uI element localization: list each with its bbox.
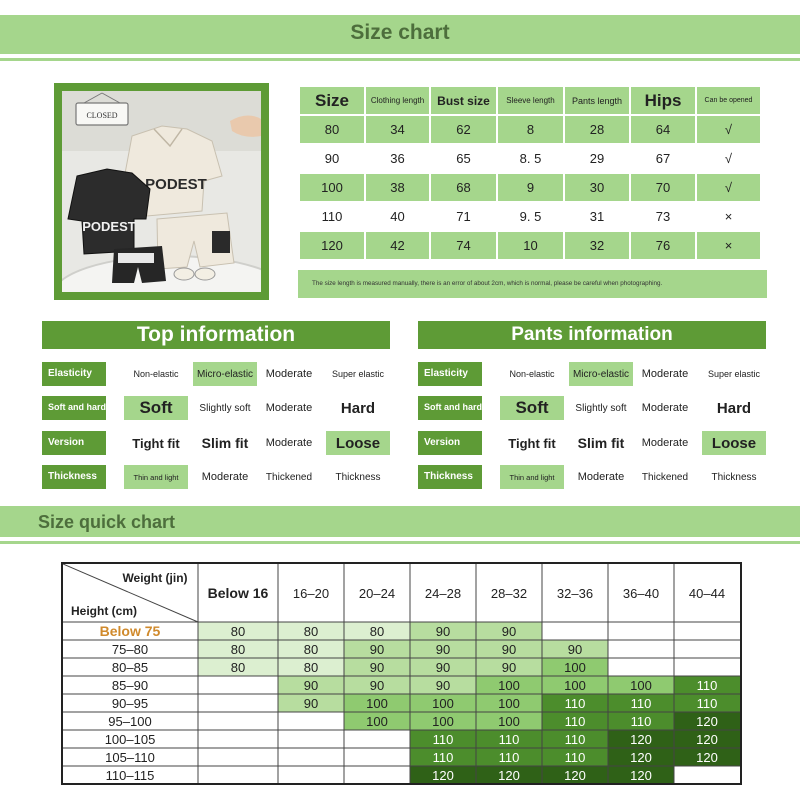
top-label-soft-and-hard: Soft and hard [42,396,106,420]
size-value: 120 [696,750,718,765]
size-value: 110 [696,678,718,693]
black-shirt-print: PODEST [82,219,136,234]
size-value: 110 [630,714,652,729]
size-value: 90 [435,624,451,639]
height-label: 85–90 [111,678,149,693]
size-cell: 40 [366,203,429,230]
size-cell: 110 [300,203,364,230]
size-value: 90 [435,678,451,693]
size-cell: 62 [431,116,496,143]
size-cell: 30 [565,174,629,201]
size-value: 90 [501,642,517,657]
height-label: 75–80 [111,642,149,657]
size-cell: √ [697,145,760,172]
closed-sign-text: CLOSED [86,111,118,120]
top-option: Moderate [265,402,313,414]
size-header: Size [300,87,364,114]
size-cell: 65 [431,145,496,172]
sleeve-length-header: Sleeve length [498,87,563,114]
size-table [298,85,762,261]
size-value: 90 [501,624,517,639]
size-cell: 73 [631,203,695,230]
pants-label-soft-and-hard: Soft and hard [418,396,482,420]
size-value: 80 [369,624,385,639]
bust-size-header: Bust size [431,87,496,114]
top-option: Thickness [335,471,381,483]
size-value: 90 [567,642,583,657]
pants-label-version: Version [418,431,482,455]
top-label-version: Version [42,431,106,455]
size-cell: 8 [498,116,563,143]
size-cell: 8. 5 [498,145,563,172]
pants-option: Moderate [577,471,625,483]
size-value: 100 [498,714,520,729]
weight-header: 20–24 [358,586,396,601]
pants-option: Tight fit [508,435,556,451]
quick-chart-table [61,562,742,785]
size-cell: 29 [565,145,629,172]
corner-weight-label: Weight (jin) [122,571,188,585]
size-cell: 31 [565,203,629,230]
size-row [300,232,760,259]
size-chart-title: Size chart [350,21,450,44]
size-value: 90 [435,660,451,675]
pants-option: Loose [702,431,766,455]
pants-option: Moderate [641,402,689,414]
size-cell: 67 [631,145,695,172]
height-label: 100–105 [104,732,156,747]
top-option: Thin and light [124,465,188,489]
weight-header: 24–28 [424,586,462,601]
pants-info-title: Pants information [418,321,766,349]
hips-header: Hips [631,87,695,114]
size-value: 100 [564,660,586,675]
pants-option: Hard [716,399,752,417]
size-value: 110 [498,750,520,765]
size-chart-banner [0,15,800,54]
size-value: 90 [369,660,385,675]
size-value: 120 [498,768,520,783]
size-value: 80 [303,642,319,657]
clothing-length-header: Clothing length [366,87,429,114]
top-label-thickness: Thickness [42,465,106,489]
quick-chart-title: Size quick chart [38,512,176,532]
height-label: 80–85 [111,660,149,675]
size-cell: 38 [366,174,429,201]
size-cell: 120 [300,232,364,259]
size-value: 100 [630,678,652,693]
pants-option: Soft [500,396,564,420]
weight-header: 36–40 [622,586,660,601]
size-row [300,174,760,201]
pants-option: Thin and light [500,465,564,489]
size-value: 120 [696,714,718,729]
product-photo [54,83,269,300]
weight-header: Below 16 [207,585,269,601]
quick-chart-banner [0,506,800,537]
size-cell: 74 [431,232,496,259]
pants-option: Slim fit [577,435,625,451]
size-cell: 10 [498,232,563,259]
size-value: 110 [498,732,520,747]
size-cell: 36 [366,145,429,172]
size-row [300,203,760,230]
pants-option: Thickness [711,471,757,483]
top-option: Moderate [201,471,249,483]
size-value: 110 [564,714,586,729]
size-chart-banner-line [0,58,800,61]
size-value: 100 [432,714,454,729]
size-cell: × [697,232,760,259]
height-label: 90–95 [111,696,149,711]
size-value: 80 [230,624,246,639]
size-value: 80 [230,642,246,657]
size-cell: 64 [631,116,695,143]
size-value: 100 [366,696,388,711]
size-cell: 100 [300,174,364,201]
size-value: 100 [432,696,454,711]
size-value: 110 [696,696,718,711]
height-label: 105–110 [105,750,155,765]
size-value: 90 [369,642,385,657]
pants-option: Non-elastic [509,369,555,379]
top-option: Soft [124,396,188,420]
size-cell: × [697,203,760,230]
height-label: 110–115 [105,768,155,783]
size-cell: 9. 5 [498,203,563,230]
pants-option: Super elastic [707,369,761,379]
size-value: 120 [564,768,586,783]
pants-label-thickness: Thickness [418,465,482,489]
corner-height-label: Height (cm) [71,604,137,618]
top-option: Moderate [265,437,313,449]
height-label: Below 75 [99,623,161,639]
height-label: 95–100 [108,714,152,729]
size-cell: 42 [366,232,429,259]
size-value: 120 [630,732,652,747]
size-row [300,116,760,143]
top-option: Thickened [265,471,313,483]
top-option: Loose [326,431,390,455]
top-option: Slightly soft [199,402,251,414]
size-cell: 76 [631,232,695,259]
can-be-opened-header: Can be opened [697,87,760,114]
top-option: Hard [340,399,376,417]
size-cell: 68 [431,174,496,201]
size-table-header [300,87,760,114]
size-value: 120 [630,750,652,765]
size-cell: 34 [366,116,429,143]
pants-option: Micro-elastic [569,362,633,386]
top-option: Non-elastic [133,369,179,379]
size-value: 80 [303,660,319,675]
product-photo-image [62,91,261,292]
pants-option: Thickened [641,471,689,483]
weight-header: 28–32 [490,586,528,601]
size-cell: 70 [631,174,695,201]
size-cell: 80 [300,116,364,143]
size-value: 110 [432,732,454,747]
size-value: 90 [303,696,319,711]
size-value: 80 [303,624,319,639]
size-value: 110 [630,696,652,711]
pants-option: Moderate [641,437,689,449]
top-option: Tight fit [132,435,180,451]
size-value: 90 [369,678,385,693]
top-option: Super elastic [331,369,385,379]
pants-length-header: Pants length [565,87,629,114]
top-info-title: Top information [42,321,390,349]
weight-header: 32–36 [556,586,594,601]
size-value: 120 [432,768,454,783]
size-cell: √ [697,174,760,201]
size-cell: 32 [565,232,629,259]
size-value: 120 [696,732,718,747]
quick-chart-grid [63,564,740,783]
size-value: 110 [564,696,586,711]
size-cell: 28 [565,116,629,143]
size-value: 90 [501,660,517,675]
size-cell: 90 [300,145,364,172]
pants-option: Moderate [641,368,689,380]
size-value: 100 [498,678,520,693]
top-option: Slim fit [201,435,249,451]
measurement-note: The size length is measured manually, there is an error of about 2cm, which is normal, please be careful when photographing. [298,270,767,298]
pants-option: Slightly soft [575,402,627,414]
size-value: 90 [303,678,319,693]
size-value: 90 [435,642,451,657]
size-cell: 71 [431,203,496,230]
size-value: 100 [498,696,520,711]
cream-shirt-print: PODEST [145,176,207,193]
size-row [300,145,760,172]
size-cell: √ [697,116,760,143]
weight-header: 40–44 [688,586,726,601]
top-option: Moderate [265,368,313,380]
size-value: 100 [366,714,388,729]
pants-label-elasticity: Elasticity [418,362,482,386]
weight-header: 16–20 [292,586,330,601]
size-value: 100 [564,678,586,693]
size-cell: 9 [498,174,563,201]
size-value: 80 [230,660,246,675]
top-label-elasticity: Elasticity [42,362,106,386]
size-value: 110 [432,750,454,765]
size-value: 120 [630,768,652,783]
size-value: 110 [564,750,586,765]
top-option: Micro-elastic [193,362,257,386]
size-value: 110 [564,732,586,747]
quick-chart-banner-line [0,541,800,544]
